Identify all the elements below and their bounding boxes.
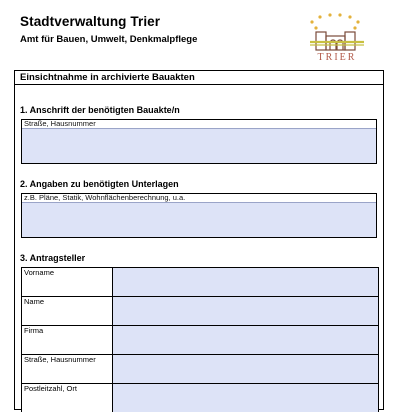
- request-form: [14, 70, 384, 410]
- documents-field[interactable]: [21, 193, 377, 238]
- form-title-row: [15, 71, 383, 85]
- applicant-last-name-label: Name: [21, 296, 113, 325]
- applicant-street-input[interactable]: [113, 354, 379, 383]
- applicant-postal-city-input[interactable]: [113, 383, 379, 412]
- department-subtitle: Amt für Bauen, Umwelt, Denkmalpflege: [20, 34, 198, 45]
- address-field-hint: Straße, Hausnummer: [22, 120, 376, 129]
- applicant-first-name-input[interactable]: [113, 267, 379, 296]
- applicant-last-name-input[interactable]: [113, 296, 379, 325]
- page-title: Stadtverwaltung Trier: [20, 14, 161, 29]
- applicant-company-label: Firma: [21, 325, 113, 354]
- applicant-street-label: Straße, Hausnummer: [21, 354, 113, 383]
- section-3-label: 3. Antragsteller: [20, 253, 86, 263]
- logo-text: TRIER: [317, 52, 357, 63]
- address-field[interactable]: [21, 119, 377, 164]
- section-2-label: 2. Angaben zu benötigten Unterlagen: [20, 179, 179, 189]
- section-1-label: 1. Anschrift der benötigten Bauakte/n: [20, 105, 180, 115]
- applicant-postal-city-label: Postleitzahl, Ort: [21, 383, 113, 412]
- applicant-grid: [21, 267, 379, 415]
- porta-nigra-logo-icon: [302, 12, 372, 54]
- applicant-first-name-label: Vorname: [21, 267, 113, 296]
- city-logo: [302, 12, 372, 64]
- form-title: Einsichtnahme in archivierte Bauakten: [20, 72, 195, 83]
- applicant-company-input[interactable]: [113, 325, 379, 354]
- documents-field-hint: z.B. Pläne, Statik, Wohnflächenberechnung, u.a.: [22, 194, 376, 203]
